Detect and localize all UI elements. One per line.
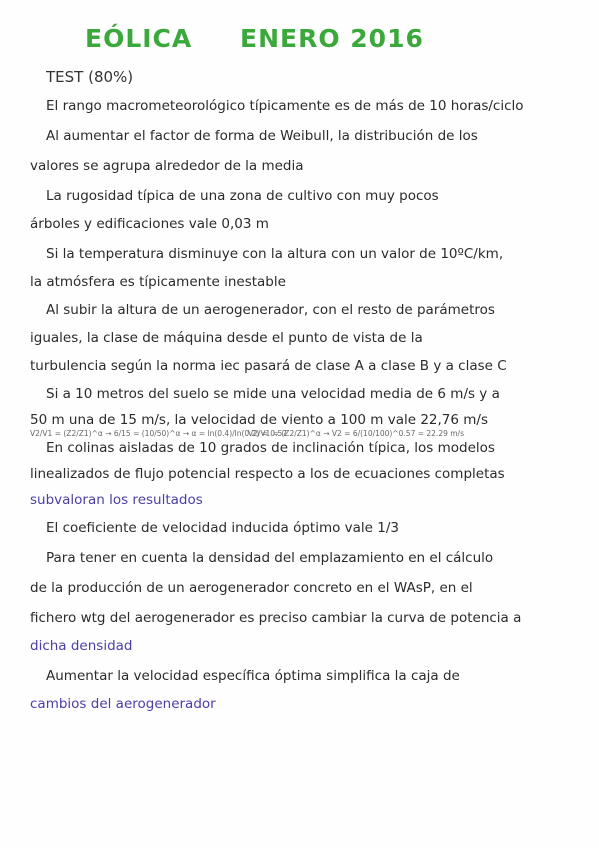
- answer-line: de la producción de un aerogenerador concreto en el WAsP, en el: [30, 580, 473, 596]
- answer-line: dicha densidad: [30, 638, 133, 654]
- answer-line: la atmósfera es típicamente inestable: [30, 274, 286, 290]
- answer-line: El coeficiente de velocidad inducida óptimo vale 1/3: [46, 520, 399, 536]
- answer-line: valores se agrupa alrededor de la media: [30, 158, 304, 174]
- answer-line: En colinas aisladas de 10 grados de inclinación típica, los modelos: [46, 440, 495, 456]
- answer-line: Al aumentar el factor de forma de Weibull, la distribución de los: [46, 128, 478, 144]
- answer-line: linealizados de flujo potencial respecto a los de ecuaciones completas: [30, 466, 505, 482]
- answer-line: Si la temperatura disminuye con la altura con un valor de 10ºC/km,: [46, 246, 504, 262]
- answer-line: iguales, la clase de máquina desde el punto de vista de la: [30, 330, 423, 346]
- answer-line: cambios del aerogenerador: [30, 696, 216, 712]
- answer-line: El rango macrometeorológico típicamente es de más de 10 horas/ciclo: [46, 98, 524, 114]
- exam-date-title: ENERO 2016: [240, 24, 424, 53]
- answer-line: Aumentar la velocidad específica óptima simplifica la caja de: [46, 668, 460, 684]
- answer-line: Para tener en cuenta la densidad del emplazamiento en el cálculo: [46, 550, 494, 566]
- answer-line: fichero wtg del aerogenerador es preciso cambiar la curva de potencia a: [30, 610, 522, 626]
- answer-line: Si a 10 metros del suelo se mide una velocidad media de 6 m/s y a: [46, 386, 500, 402]
- test-heading: TEST (80%): [46, 68, 134, 86]
- answer-line: Al subir la altura de un aerogenerador, con el resto de parámetros: [46, 302, 495, 318]
- subject-title: EÓLICA: [85, 24, 193, 53]
- answer-line: árboles y edificaciones vale 0,03 m: [30, 216, 269, 232]
- formula-note: V2/V1 = (Z2/Z1)^α → 6/15 = (10/50)^α → α = ln(0.4)/ln(0.2) = 0.57: [30, 429, 288, 438]
- answer-line: subvaloran los resultados: [30, 492, 203, 508]
- formula-note: V2/V1 = (Z2/Z1)^α → V2 = 6/(10/100)^0.57 = 22.29 m/s: [248, 429, 464, 438]
- answer-line: turbulencia según la norma iec pasará de clase A a clase B y a clase C: [30, 358, 507, 374]
- answer-line: 50 m una de 15 m/s, la velocidad de viento a 100 m vale 22,76 m/s: [30, 412, 488, 428]
- answer-line: La rugosidad típica de una zona de cultivo con muy pocos: [46, 188, 439, 204]
